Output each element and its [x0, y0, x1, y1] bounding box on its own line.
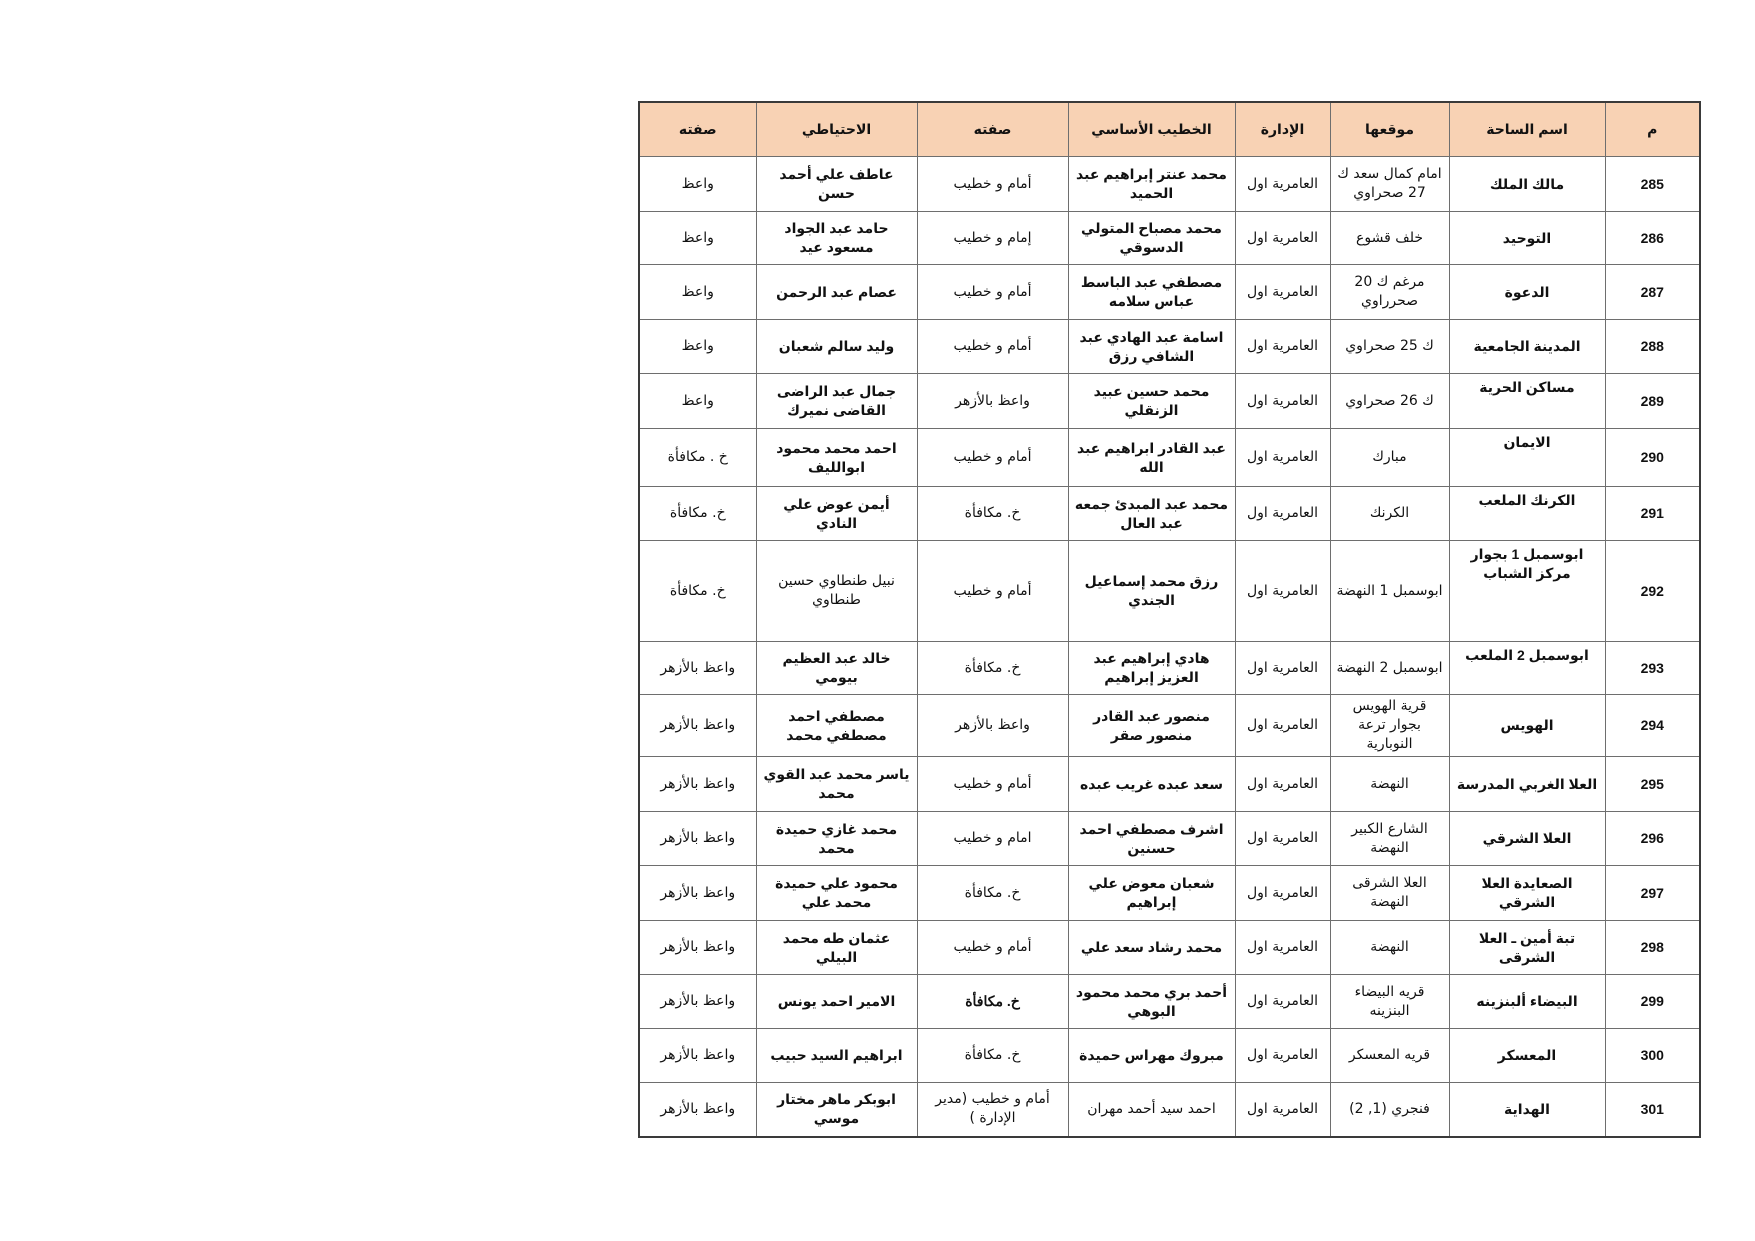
square-name: تبة أمين ـ العلا الشرقى	[1449, 921, 1605, 975]
row-number: 294	[1605, 695, 1700, 757]
square-name: الهويس	[1449, 695, 1605, 757]
square-name: الدعوة	[1449, 265, 1605, 320]
reserve-preacher-cell: مصطفي احمد مصطفي محمد	[756, 695, 917, 757]
row-number: 289	[1605, 374, 1700, 429]
reserve-preacher-cell: حامد عبد الجواد مسعود عيد	[756, 212, 917, 265]
reserve-preacher-cell: عاطف علي أحمد حسن	[756, 157, 917, 212]
table-row	[639, 429, 1700, 487]
main-preacher-cell: محمد عبد المبدئ جمعه عبد العال	[1068, 487, 1235, 541]
reserve-role-cell: واعظ	[639, 157, 756, 212]
header-main-preacher: الخطيب الأساسي	[1068, 102, 1235, 157]
reserve-role-cell: خ. مكافأة	[639, 487, 756, 541]
location-cell: قرية الهويس بجوار ترعة النوبارية	[1330, 695, 1449, 757]
reserve-preacher-cell: عثمان طه محمد البيلي	[756, 921, 917, 975]
administration-cell: العامرية اول	[1235, 320, 1330, 374]
main-role-cell: إمام و خطيب	[917, 212, 1068, 265]
main-preacher-cell: سعد عبده غريب عبده	[1068, 757, 1235, 812]
row-number: 296	[1605, 812, 1700, 866]
main-role-cell: خ. مكافأة	[917, 866, 1068, 921]
table-row	[639, 866, 1700, 921]
reserve-role-cell: واعظ بالأزهر	[639, 695, 756, 757]
main-preacher-cell: منصور عبد القادر منصور صقر	[1068, 695, 1235, 757]
table-row	[639, 265, 1700, 320]
table-row	[639, 157, 1700, 212]
preachers-table	[638, 101, 1701, 1138]
main-preacher-cell: عبد القادر ابراهيم عبد الله	[1068, 429, 1235, 487]
main-role-cell: واعظ بالأزهر	[917, 374, 1068, 429]
reserve-preacher-cell: احمد محمد محمود ابوالليف	[756, 429, 917, 487]
main-role-cell: أمام و خطيب	[917, 157, 1068, 212]
main-role-cell: خ. مكافأة	[917, 642, 1068, 695]
main-preacher-cell: رزق محمد إسماعيل الجندي	[1068, 541, 1235, 642]
main-preacher-cell: محمد عنتر إبراهيم عبد الحميد	[1068, 157, 1235, 212]
row-number: 295	[1605, 757, 1700, 812]
main-role-cell: خ. مكافأة	[917, 1029, 1068, 1083]
reserve-role-cell: واعظ	[639, 320, 756, 374]
reserve-role-cell: واعظ بالأزهر	[639, 757, 756, 812]
administration-cell: العامرية اول	[1235, 541, 1330, 642]
square-name: التوحيد	[1449, 212, 1605, 265]
reserve-role-cell: واعظ بالأزهر	[639, 921, 756, 975]
square-name: الصعايدة العلا الشرقي	[1449, 866, 1605, 921]
square-name: البيضاء ألبنزينه	[1449, 975, 1605, 1029]
location-cell: ك 26 صحراوي	[1330, 374, 1449, 429]
location-cell: النهضة	[1330, 921, 1449, 975]
row-number: 287	[1605, 265, 1700, 320]
square-name: العلا الشرقي	[1449, 812, 1605, 866]
reserve-role-cell: واعظ بالأزهر	[639, 642, 756, 695]
square-name: الهداية	[1449, 1083, 1605, 1137]
reserve-role-cell: واعظ	[639, 212, 756, 265]
main-preacher-cell: احمد سيد أحمد مهران	[1068, 1083, 1235, 1137]
main-preacher-cell: هادي إبراهيم عبد العزيز إبراهيم	[1068, 642, 1235, 695]
main-preacher-cell: أحمد بري محمد محمود البوهي	[1068, 975, 1235, 1029]
reserve-preacher-cell: نبيل طنطاوي حسين طنطاوي	[756, 541, 917, 642]
table-row	[639, 1029, 1700, 1083]
location-cell: ك 25 صحراوي	[1330, 320, 1449, 374]
administration-cell: العامرية اول	[1235, 866, 1330, 921]
reserve-preacher-cell: محمد غازي حميدة محمد	[756, 812, 917, 866]
square-name: الايمان	[1449, 429, 1605, 487]
reserve-preacher-cell: محمود علي حميدة محمد علي	[756, 866, 917, 921]
table-row	[639, 320, 1700, 374]
reserve-role-cell: واعظ بالأزهر	[639, 812, 756, 866]
header-location: موقعها	[1330, 102, 1449, 157]
reserve-preacher-cell: عصام عبد الرحمن	[756, 265, 917, 320]
square-name: ابوسمبل 2 الملعب	[1449, 642, 1605, 695]
main-preacher-cell: مبروك مهراس حميدة	[1068, 1029, 1235, 1083]
reserve-preacher-cell: ابوبكر ماهر مختار موسي	[756, 1083, 917, 1137]
administration-cell: العامرية اول	[1235, 487, 1330, 541]
reserve-preacher-cell: خالد عبد العظيم بيومي	[756, 642, 917, 695]
administration-cell: العامرية اول	[1235, 695, 1330, 757]
main-role-cell: أمام و خطيب	[917, 429, 1068, 487]
administration-cell: العامرية اول	[1235, 1029, 1330, 1083]
row-number: 292	[1605, 541, 1700, 642]
main-role-cell: أمام و خطيب	[917, 921, 1068, 975]
reserve-preacher-cell: ابراهيم السيد حبيب	[756, 1029, 917, 1083]
reserve-preacher-cell: أيمن عوض علي النادي	[756, 487, 917, 541]
location-cell: الشارع الكبير النهضة	[1330, 812, 1449, 866]
main-preacher-cell: اسامة عبد الهادي عبد الشافي رزق	[1068, 320, 1235, 374]
location-cell: العلا الشرقى النهضة	[1330, 866, 1449, 921]
main-preacher-cell: محمد رشاد سعد علي	[1068, 921, 1235, 975]
location-cell: ابوسمبل 1 النهضة	[1330, 541, 1449, 642]
location-cell: قريه المعسكر	[1330, 1029, 1449, 1083]
administration-cell: العامرية اول	[1235, 975, 1330, 1029]
administration-cell: العامرية اول	[1235, 1083, 1330, 1137]
square-name: ابوسمبل 1 بجوار مركز الشباب	[1449, 541, 1605, 642]
main-preacher-cell: اشرف مصطفي احمد حسنين	[1068, 812, 1235, 866]
table-row	[639, 487, 1700, 541]
administration-cell: العامرية اول	[1235, 157, 1330, 212]
administration-cell: العامرية اول	[1235, 265, 1330, 320]
square-name: مالك الملك	[1449, 157, 1605, 212]
table-row	[639, 541, 1700, 642]
main-role-cell: أمام و خطيب	[917, 757, 1068, 812]
table-row	[639, 642, 1700, 695]
square-name: العلا الغربي المدرسة	[1449, 757, 1605, 812]
main-role-cell: أمام و خطيب (مدير الإدارة )	[917, 1083, 1068, 1137]
administration-cell: العامرية اول	[1235, 212, 1330, 265]
reserve-role-cell: واعظ بالأزهر	[639, 975, 756, 1029]
location-cell: الكرنك	[1330, 487, 1449, 541]
square-name: المعسكر	[1449, 1029, 1605, 1083]
table-row	[639, 975, 1700, 1029]
main-role-cell: أمام و خطيب	[917, 541, 1068, 642]
table-header-row	[639, 102, 1700, 157]
square-name: الكرنك الملعب	[1449, 487, 1605, 541]
header-main-role: صفته	[917, 102, 1068, 157]
row-number: 298	[1605, 921, 1700, 975]
row-number: 299	[1605, 975, 1700, 1029]
main-role-cell: أمام و خطيب	[917, 265, 1068, 320]
location-cell: مرغم ك 20 صحرراوي	[1330, 265, 1449, 320]
reserve-role-cell: واعظ بالأزهر	[639, 1029, 756, 1083]
reserve-role-cell: خ . مكافأة	[639, 429, 756, 487]
main-preacher-cell: شعبان معوض علي إبراهيم	[1068, 866, 1235, 921]
table-row	[639, 921, 1700, 975]
main-preacher-cell: محمد حسين عبيد الزنقلي	[1068, 374, 1235, 429]
reserve-preacher-cell: الامير احمد يونس	[756, 975, 917, 1029]
reserve-role-cell: واعظ بالأزهر	[639, 866, 756, 921]
row-number: 291	[1605, 487, 1700, 541]
administration-cell: العامرية اول	[1235, 374, 1330, 429]
row-number: 286	[1605, 212, 1700, 265]
header-administration: الإدارة	[1235, 102, 1330, 157]
reserve-role-cell: واعظ	[639, 374, 756, 429]
location-cell: ابوسمبل 2 النهضة	[1330, 642, 1449, 695]
location-cell: خلف قشوع	[1330, 212, 1449, 265]
table-row	[639, 374, 1700, 429]
header-num: م	[1605, 102, 1700, 157]
square-name: المدينة الجامعية	[1449, 320, 1605, 374]
row-number: 285	[1605, 157, 1700, 212]
reserve-preacher-cell: جمال عبد الراضى القاضى نميرك	[756, 374, 917, 429]
main-preacher-cell: مصطفي عبد الباسط عباس سلامه	[1068, 265, 1235, 320]
main-role-cell: خ. مكافأة	[917, 487, 1068, 541]
administration-cell: العامرية اول	[1235, 757, 1330, 812]
main-role-cell: خ. مكافأة	[917, 975, 1068, 1029]
administration-cell: العامرية اول	[1235, 812, 1330, 866]
table-row	[639, 695, 1700, 757]
square-name: مساكن الحرية	[1449, 374, 1605, 429]
reserve-role-cell: واعظ بالأزهر	[639, 1083, 756, 1137]
row-number: 300	[1605, 1029, 1700, 1083]
table-row	[639, 812, 1700, 866]
administration-cell: العامرية اول	[1235, 642, 1330, 695]
table-row	[639, 212, 1700, 265]
table-row	[639, 757, 1700, 812]
header-square-name: اسم الساحة	[1449, 102, 1605, 157]
table-row	[639, 1083, 1700, 1137]
reserve-preacher-cell: وليد سالم شعبان	[756, 320, 917, 374]
row-number: 297	[1605, 866, 1700, 921]
main-role-cell: أمام و خطيب	[917, 320, 1068, 374]
reserve-role-cell: خ. مكافأة	[639, 541, 756, 642]
reserve-role-cell: واعظ	[639, 265, 756, 320]
location-cell: فنجري (1, 2)	[1330, 1083, 1449, 1137]
header-reserve: الاحتياطي	[756, 102, 917, 157]
location-cell: قريه البيضاء البنزينه	[1330, 975, 1449, 1029]
main-role-cell: امام و خطيب	[917, 812, 1068, 866]
main-preacher-cell: محمد مصباح المتولي الدسوقي	[1068, 212, 1235, 265]
main-role-cell: واعظ بالأزهر	[917, 695, 1068, 757]
row-number: 293	[1605, 642, 1700, 695]
administration-cell: العامرية اول	[1235, 429, 1330, 487]
row-number: 288	[1605, 320, 1700, 374]
row-number: 301	[1605, 1083, 1700, 1137]
header-reserve-role: صفته	[639, 102, 756, 157]
location-cell: مبارك	[1330, 429, 1449, 487]
reserve-preacher-cell: ياسر محمد عبد القوي محمد	[756, 757, 917, 812]
row-number: 290	[1605, 429, 1700, 487]
location-cell: النهضة	[1330, 757, 1449, 812]
administration-cell: العامرية اول	[1235, 921, 1330, 975]
location-cell: امام كمال سعد ك 27 صحراوي	[1330, 157, 1449, 212]
